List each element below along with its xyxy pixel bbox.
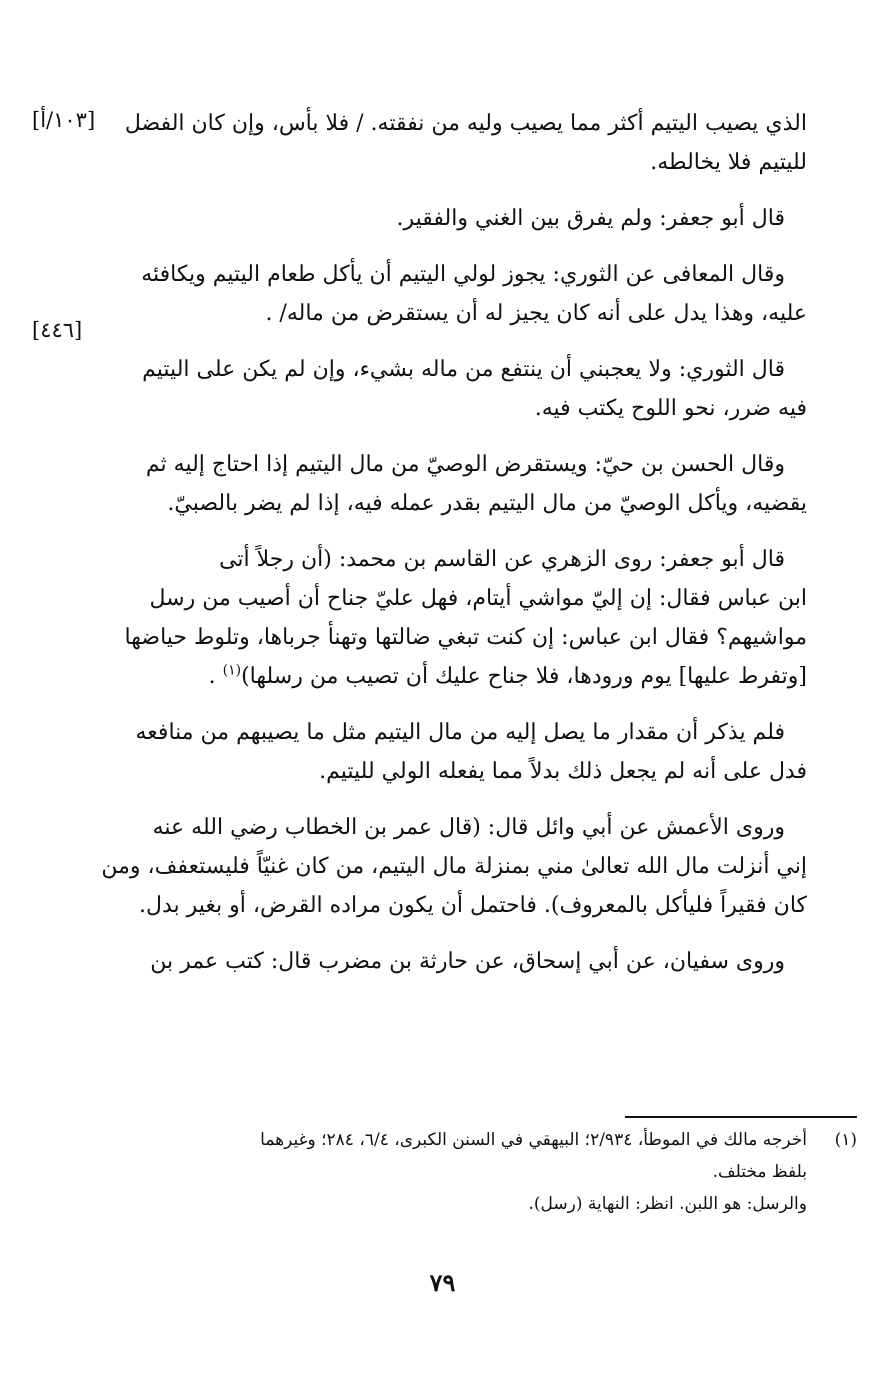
main-text <box>100 104 807 998</box>
text-line: مواشيهم؟ فقال ابن عباس: إن كنت تبغي ضالتها وتهنأ جرباها، وتلوط حياضها <box>124 625 807 650</box>
text-line-content: قال أبو جعفر: روى الزهري عن القاسم بن محمد: (أن رجلاً أتى <box>219 547 785 572</box>
text-line-content: فلم يذكر أن مقدار ما يصل إليه من مال اليتيم مثل ما يصيبهم من منافعه <box>135 720 785 745</box>
footnote-line: بلفظ مختلف. <box>712 1162 807 1182</box>
text-line: ابن عباس فقال: إن إليّ مواشي أيتام، فهل عليّ جناح أن أصيب من رسل <box>149 586 807 611</box>
text-line: كان فقيراً فليأكل بالمعروف). فاحتمل أن يكون مراده القرض، أو بغير بدل. <box>138 893 807 918</box>
footnote-reference[interactable]: (١) <box>222 662 242 679</box>
paragraph <box>100 199 807 238</box>
footnote-text: أخرجه مالك في الموطأ، ٢/٩٣٤؛ البيهقي في السنن الكبرى، ٦/٤، ٢٨٤؛ وغيرهما <box>260 1130 807 1150</box>
text-line-content: قال أبو جعفر: ولم يفرق بين الغني والفقير. <box>396 206 785 231</box>
paragraph <box>100 540 807 696</box>
page-reference-marker: [٤٤٦] <box>32 318 83 342</box>
paragraph <box>100 445 807 523</box>
text-line: إني أنزلت مال الله تعالىٰ مني بمنزلة مال اليتيم، من كان غنيّاً فليستعفف، ومن <box>101 854 807 879</box>
footnote-number: (١) <box>834 1130 857 1150</box>
text-line-content: وروى سفيان، عن أبي إسحاق، عن حارثة بن مضرب قال: كتب عمر بن <box>150 949 785 974</box>
text-line <box>100 808 807 847</box>
paragraph <box>100 808 807 925</box>
text-line-content: وقال المعافى عن الثوري: يجوز لولي اليتيم أن يأكل طعام اليتيم ويكافئه <box>141 262 785 287</box>
text-line-tail: . <box>208 664 223 689</box>
text-line-content: قال الثوري: ولا يعجبني أن ينتفع من ماله بشيء، وإن لم يكن على اليتيم <box>142 357 785 382</box>
text-line <box>100 445 807 484</box>
text-line: لليتيم فلا يخالطه. <box>650 150 807 175</box>
folio-marker: [١٠٣/أ] <box>32 108 96 132</box>
text-line <box>100 713 807 752</box>
text-line: عليه، وهذا يدل على أنه كان يجيز له أن يستقرض من ماله/ . <box>265 301 807 326</box>
text-line <box>100 255 807 294</box>
text-line <box>100 657 807 696</box>
paragraph <box>100 942 807 981</box>
text-line: يقضيه، ويأكل الوصيّ من مال اليتيم بقدر عمله فيه، إذا لم يضر بالصبيّ. <box>167 491 807 516</box>
text-line: فدل على أنه لم يجعل ذلك بدلاً مما يفعله الولي لليتيم. <box>319 759 807 784</box>
footnote-line <box>100 1124 857 1156</box>
paragraph <box>100 104 807 182</box>
footnote-line: والرسل: هو اللبن. انظر: النهاية (رسل). <box>528 1194 807 1214</box>
text-line <box>100 540 807 579</box>
text-line <box>100 199 807 238</box>
text-line-content: [وتفرط عليها] يوم ورودها، فلا جناح عليك أن تصيب من رسلها) <box>241 664 807 689</box>
text-line: فيه ضرر، نحو اللوح يكتب فيه. <box>534 396 807 421</box>
footnote-divider <box>625 1116 857 1118</box>
text-line <box>100 942 807 981</box>
paragraph <box>100 713 807 791</box>
page-number: ٧٩ <box>429 1268 456 1297</box>
text-line-content: وروى الأعمش عن أبي وائل قال: (قال عمر بن الخطاب رضي الله عنه <box>152 815 785 840</box>
paragraph <box>100 350 807 428</box>
text-line: الذي يصيب اليتيم أكثر مما يصيب وليه من نفقته. / فلا بأس، وإن كان الفضل <box>124 111 807 136</box>
paragraph <box>100 255 807 333</box>
text-line-content: وقال الحسن بن حيّ: ويستقرض الوصيّ من مال اليتيم إذا احتاج إليه ثم <box>145 452 785 477</box>
text-line <box>100 350 807 389</box>
footnotes <box>100 1124 857 1220</box>
